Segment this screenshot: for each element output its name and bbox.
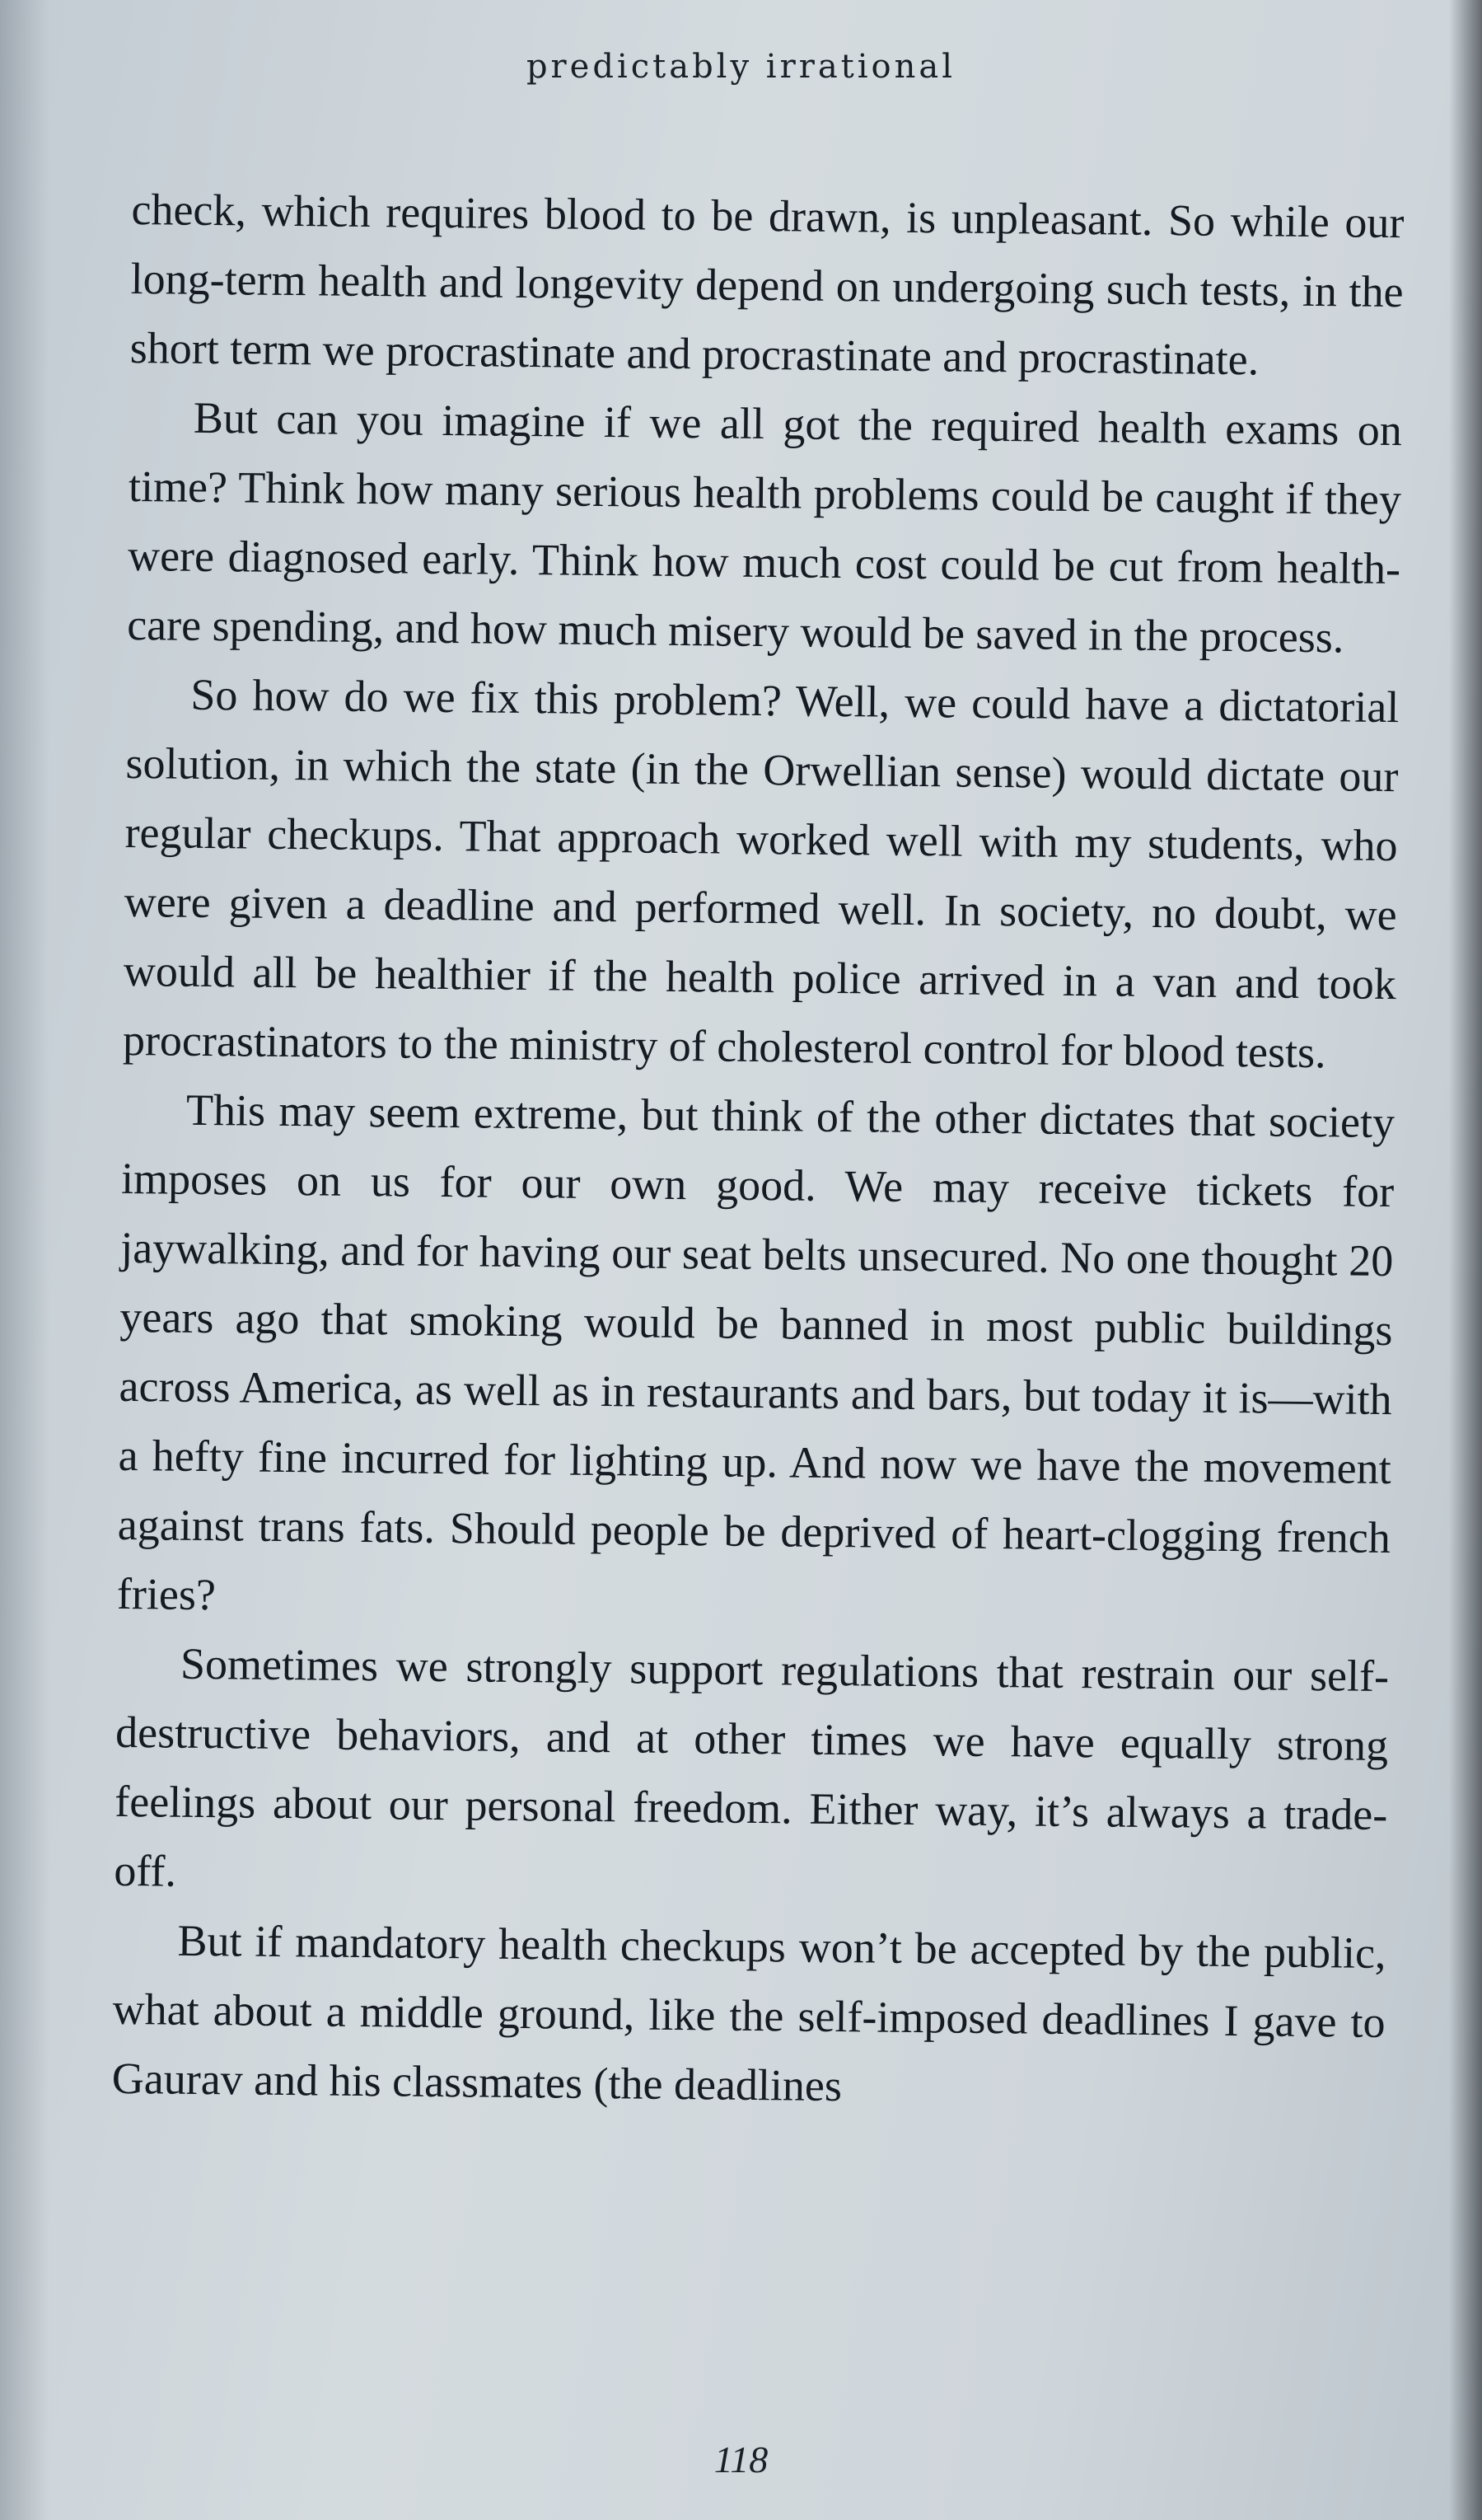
paragraph: But can you imagine if we all got the required health exams on time? Think how many serious health problems could be caught if they were diagnosed early. Think how much cost could be cut from health-care spending, and how much misery would be saved in the process.: [126, 392, 1403, 663]
body-text: [111, 175, 1405, 2126]
page-gutter-shadow: [0, 0, 49, 2520]
paragraph: This may seem extreme, but think of the other dictates that society imposes on us for our own good. We may receive tickets for jaywalking, and for having our seat belts unsecured. No one thought 20 years ago that smoking would be banned in most public buildings across America, as well as in restaurants and bars, but today it is—with a hefty fine incurred for lighting up. And now we have the movement against trans fats. Should people be deprived of heart-clogging french fries?: [116, 1084, 1396, 1620]
page-edge-shadow: [1449, 0, 1482, 2520]
page-number: 118: [713, 2438, 769, 2480]
running-head: predictably irrational: [526, 48, 956, 86]
paragraph-continued: check, which requires blood to be drawn, is unpleasant. So while our long-term health and longevity depend on undergoing such tests, in the short term we procrastinate and procrastinate and procrastinate.: [129, 184, 1405, 385]
paragraph: Sometimes we strongly support regulations that restrain our self-destructive behaviors, and at other times we have equally strong feelings about our personal freedom. Either way, it’s always a trade-off.: [114, 1638, 1390, 1896]
paragraph: So how do we fix this problem? Well, we could have a dictatorial solution, in which the state (in the Orwellian sense) would dictate our regular checkups. That approach worked well with my students, who were given a deadline and performed well. In society, no doubt, we would all be healthier if the health police arrived in a van and took procrastinators to the ministry of cholesterol control for blood tests.: [122, 669, 1400, 1078]
paragraph: But if mandatory health checkups won’t be accepted by the public, what about a middle ground, like the self-imposed deadlines I gave to Gaurav and his classmates (the deadlines: [111, 1915, 1386, 2111]
